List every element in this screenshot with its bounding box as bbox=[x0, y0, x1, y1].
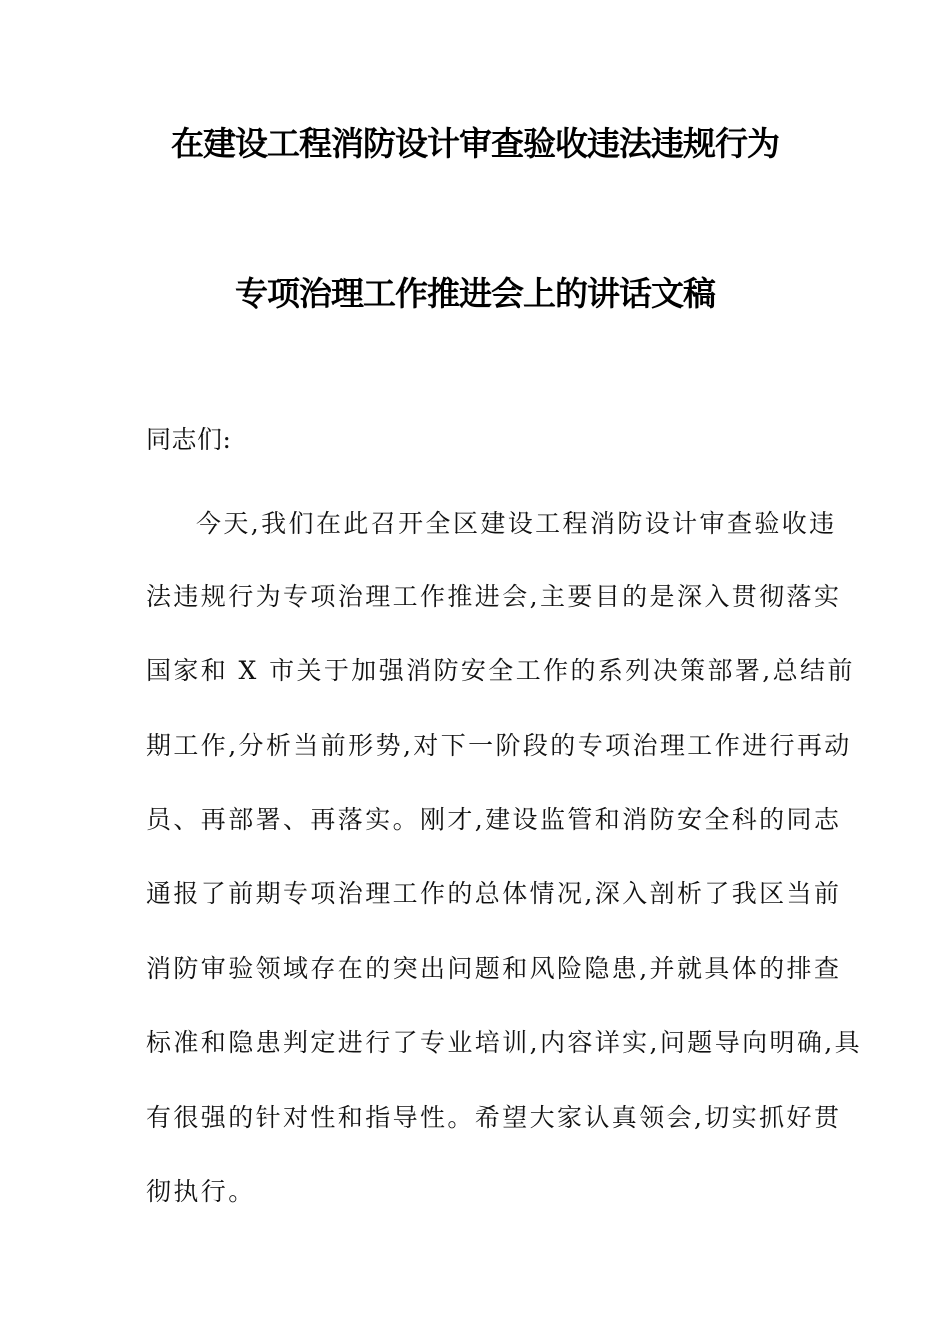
paragraph-line: 今天,我们在此召开全区建设工程消防设计审查验收违 bbox=[196, 509, 837, 538]
document-title-line-1: 在建设工程消防设计审查验收违法违规行为 bbox=[171, 124, 779, 163]
document-title-line-2: 专项治理工作推进会上的讲话文稿 bbox=[235, 274, 715, 313]
paragraph-line: 有很强的针对性和指导性。希望大家认真领会,切实抓好贯 bbox=[146, 1103, 842, 1132]
paragraph-line: 通报了前期专项治理工作的总体情况,深入剖析了我区当前 bbox=[146, 879, 842, 908]
salutation: 同志们: bbox=[146, 425, 232, 454]
paragraph-line: 法违规行为专项治理工作推进会,主要目的是深入贯彻落实 bbox=[146, 582, 842, 611]
paragraph-line: 消防审验领域存在的突出问题和风险隐患,并就具体的排查 bbox=[146, 954, 842, 983]
paragraph-line: 彻执行。 bbox=[146, 1177, 256, 1206]
paragraph-line: 标准和隐患判定进行了专业培训,内容详实,问题导向明确,具 bbox=[146, 1028, 863, 1057]
paragraph-line: 员、再部署、再落实。刚才,建设监管和消防安全科的同志 bbox=[146, 805, 842, 834]
paragraph-line: 国家和 X 市关于加强消防安全工作的系列决策部署,总结前 bbox=[146, 656, 855, 685]
paragraph-line: 期工作,分析当前形势,对下一阶段的专项治理工作进行再动 bbox=[146, 731, 852, 760]
